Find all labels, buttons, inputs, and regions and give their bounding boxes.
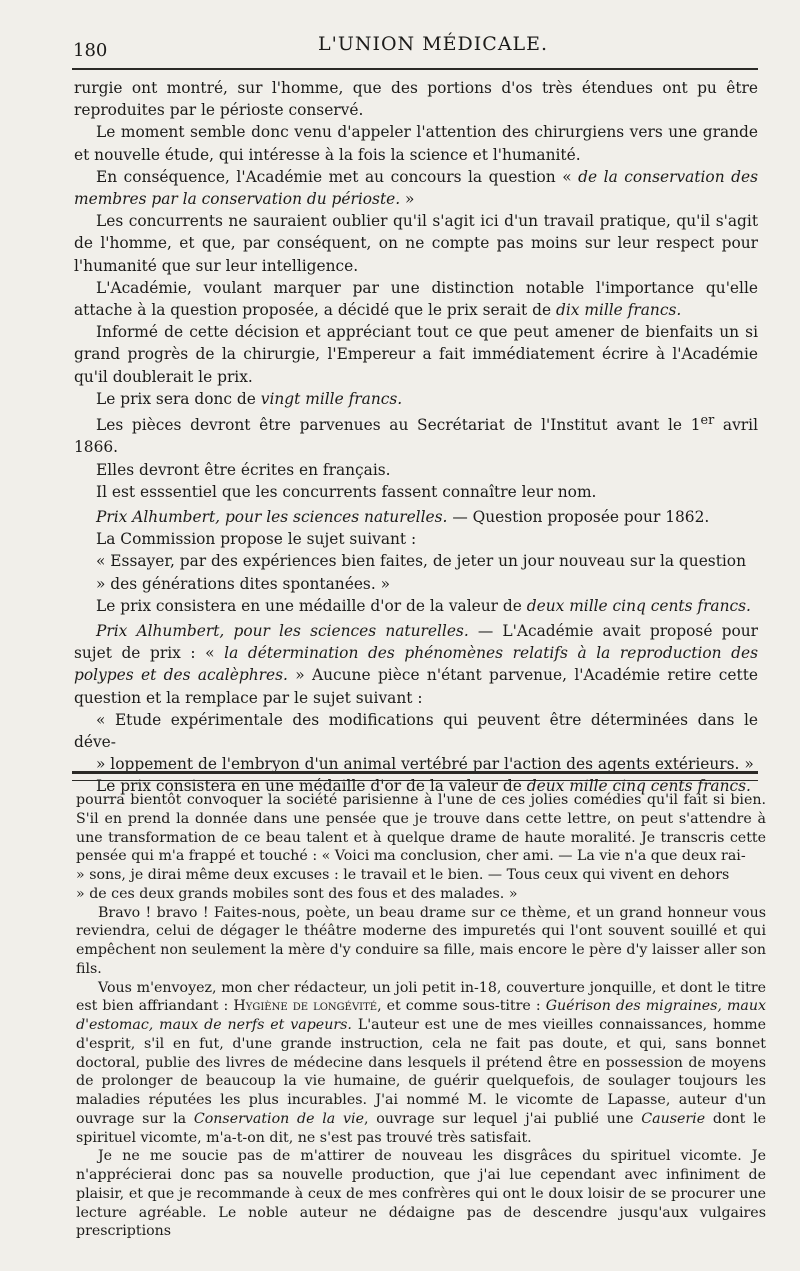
paragraph: Le moment semble donc venu d'appeler l'attention des chirurgiens vers une grande et nouvelle étude, qui intéresse à la fois la science et l'humanité.	[74, 123, 758, 164]
page-header	[0, 0, 800, 72]
quote-line: « Etude expérimentale des modifications qui peuvent être déterminées dans le déve-	[74, 710, 758, 752]
paragraph: Les concurrents ne sauraient oublier qu'il s'agit ici d'un travail pratique, qu'il s'agit de l'homme, et que, par conséquent, on ne compte pas moins sur leur respect pour l'humanité que sur leur intelligence.	[74, 212, 758, 275]
main-article	[74, 77, 758, 798]
paragraph: Les pièces devront être parvenues au Secrétariat de l'Institut avant le 1er avril 1866.	[74, 413, 758, 457]
header-rule	[72, 68, 758, 70]
quote-line: » de ces deux grands mobiles sont des fous et des malades. »	[76, 885, 518, 902]
feuilleton-divider	[72, 771, 758, 781]
paragraph: Vous m'envoyez, mon cher rédacteur, un joli petit in-18, couverture jonquille, et dont le titre est bien affriandant : Hygiène de longévité, et comme sous-titre : Guérison des migraines, maux d'estomac, maux de nerfs et vapeurs. L'auteur est une de mes vieilles connaissances, homme d'esprit, s'il en fut, d'une grande instruction, cela ne fait pas doute, et qui, sans bonnet doctoral, publie des livres de médecine dans lesquels il prétend être en possession de moyens de prolonger de beaucoup la vie humaine, de guérir quelquefois, de soulager toujours les maladies réputées les plus incurables. J'ai nommé M. le vicomte de Lapasse, auteur d'un ouvrage sur la Conservation de la vie, ouvrage sur lequel j'ai publié une Causerie dont le spirituel vicomte, m'a-t-on dit, ne s'est pas trouvé très satisfait.	[76, 979, 767, 1146]
paragraph: L'Académie, voulant marquer par une distinction notable l'importance qu'elle attache à la question proposée, a décidé que le prix serait de dix mille francs.	[74, 278, 758, 320]
paragraph: Le prix consistera en une médaille d'or de la valeur de deux mille cinq cents francs.	[96, 596, 751, 615]
page-number: 180	[73, 40, 108, 61]
quote-line: « Essayer, par des expériences bien faites, de jeter un jour nouveau sur la question	[96, 552, 746, 571]
paragraph: Elles devront être écrites en français.	[96, 460, 391, 479]
section-heading: Prix Alhumbert, pour les sciences naturelles. — Question proposée pour 1862.	[96, 507, 710, 526]
paragraph: Je ne me soucie pas de m'attirer de nouveau les disgrâces du spirituel vicomte. Je n'apprécierai donc pas sa nouvelle production, que j'ai lue cependant avec infiniment de plaisir, et que je recommande à ceux de mes confrères qui ont le doux loisir de se procurer une lecture agréable. Le noble auteur ne dédaigne pas de descendre jusqu'aux vulgaires prescriptions	[76, 1148, 766, 1240]
feuilleton-column	[76, 791, 766, 1241]
paragraph: En conséquence, l'Académie met au concours la question « de la conservation des membres par la conservation du périoste. »	[74, 167, 758, 209]
paragraph: Le prix sera donc de vingt mille francs.	[96, 389, 403, 408]
quote-line: » des générations dites spontanées. »	[96, 574, 391, 593]
paragraph: Bravo ! bravo ! Faites-nous, poète, un beau drame sur ce thème, et un grand honneur vous reviendra, celui de dégager le théâtre moderne des impuretés qui l'ont souvent souillé et qui empêchent non seulement la mère d'y conduire sa fille, mais encore le père d'y laisser aller son fils.	[76, 904, 766, 977]
paragraph: rurgie ont montré, sur l'homme, que des portions d'os très étendues ont pu être reproduites par le périoste conservé.	[74, 79, 758, 120]
paragraph: Il est esssentiel que les concurrents fassent connaître leur nom.	[96, 482, 597, 501]
paragraph: pourra bientôt convoquer la société parisienne à l'une de ces jolies comédies qu'il fait si bien. S'il en prend la donnée dans une pensée que je trouve dans cette lettre, on peut s'attendre à une transformation de ce beau talent et à quelque drame de haute moralité. Je transcris cette pensée qui m'a frappé et touché : « Voici ma conclusion, cher ami. — La vie n'a que deux rai-	[76, 792, 766, 865]
paragraph: Le prix consistera en une médaille d'or de la valeur de deux mille cinq cents francs.	[96, 777, 751, 796]
paragraph: La Commission propose le sujet suivant :	[96, 530, 417, 549]
paragraph: Informé de cette décision et appréciant tout ce que peut amener de bienfaits un si grand progrès de la chirurgie, l'Empereur a fait immédiatement écrire à l'Académie qu'il doublerait le prix.	[74, 323, 758, 386]
running-title: L'UNION MÉDICALE.	[318, 33, 549, 55]
quote-line: » sons, je dirai même deux excuses : le travail et le bien. — Tous ceux qui vivent en dehors	[76, 867, 730, 883]
quote-line: » loppement de l'embryon d'un animal vertébré par l'action des agents extérieurs. »	[96, 755, 754, 774]
section-heading: Prix Alhumbert, pour les sciences naturelles. — L'Académie avait proposé pour sujet de prix : « la détermination des phénomènes relatifs à la reproduction des polypes et des acalèphres. » Aucune pièce n'étant parvenue, l'Académie retire cette question et la remplace par le sujet suivant :	[74, 622, 758, 707]
